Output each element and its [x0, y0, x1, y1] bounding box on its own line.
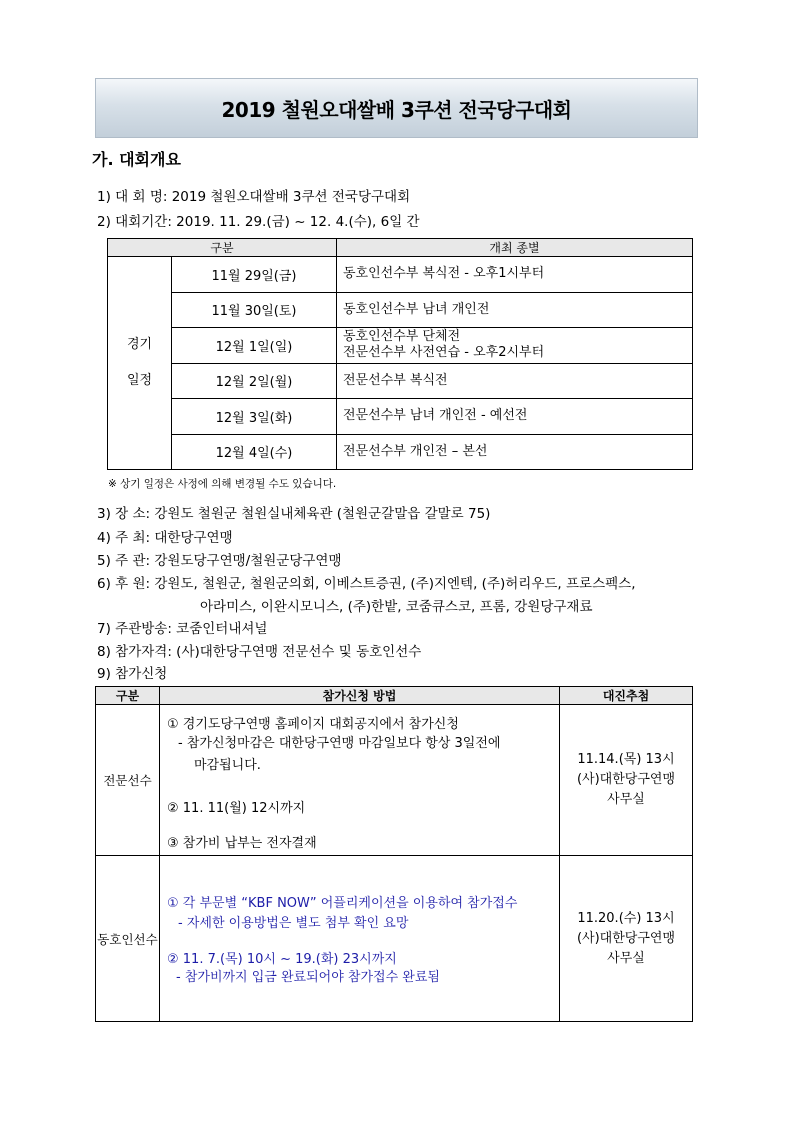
reg-header-method: 참가신청 방법: [160, 687, 560, 705]
item-eligibility: 8) 참가자격: (사)대한당구연맹 전문선수 및 동호인선수: [97, 644, 422, 660]
schedule-category: 경기 일정: [108, 257, 172, 470]
item-host: 4) 주 최: 대한당구연맹: [97, 530, 233, 546]
item-registration: 9) 참가신청: [97, 666, 168, 682]
reg-draw-amateur: 11.20.(수) 13시 (사)대한당구연맹 사무실: [560, 856, 693, 1022]
reg-category-amateur: 동호인선수: [96, 856, 160, 1022]
item-broadcast: 7) 주관방송: 코줌인터내셔널: [97, 621, 268, 637]
item-sponsors-cont: 아라미스, 이완시모니스, (주)한밭, 코줌큐스코, 프롬, 강원당구재료: [200, 599, 593, 615]
reg-header-draw: 대진추첨: [560, 687, 693, 705]
reg-category-pro: 전문선수: [96, 705, 160, 856]
schedule-date: 12월 3일(화): [172, 399, 337, 435]
section-heading: 가. 대회개요: [92, 150, 181, 169]
schedule-table: [107, 238, 693, 470]
page-title: 2019 철원오대쌀배 3쿠션 전국당구대회: [221, 97, 572, 122]
schedule-date: 11월 30일(토): [172, 292, 337, 328]
registration-table: [95, 686, 693, 1022]
title-banner: [95, 78, 698, 138]
schedule-date: 12월 1일(일): [172, 328, 337, 364]
schedule-event: 전문선수부 복식전: [337, 363, 693, 399]
item-event-name: 1) 대 회 명: 2019 철원오대쌀배 3쿠션 전국당구대회: [97, 189, 411, 205]
schedule-event: 전문선수부 개인전 – 본선: [337, 434, 693, 470]
schedule-event: 전문선수부 남녀 개인전 - 예선전: [337, 399, 693, 435]
schedule-date: 11월 29일(금): [172, 257, 337, 293]
reg-draw-pro: 11.14.(목) 13시 (사)대한당구연맹 사무실: [560, 705, 693, 856]
schedule-header-event: 개최 종별: [337, 239, 693, 257]
reg-method-pro: ① 경기도당구연맹 홈페이지 대회공지에서 참가신청 - 참가신청마감은 대한당구연맹 마감일보다 항상 3일전에 마감됩니다. ② 11. 11(월) 12시까지 ③ 참가비 납부는 전자결재: [160, 705, 560, 856]
item-organizer: 5) 주 관: 강원도당구연맹/철원군당구연맹: [97, 553, 342, 569]
reg-header-category: 구분: [96, 687, 160, 705]
item-event-period: 2) 대회기간: 2019. 11. 29.(금) ~ 12. 4.(수), 6일 간: [97, 214, 420, 230]
reg-method-amateur: ① 각 부문별 “KBF NOW” 어플리케이션을 이용하여 참가접수 - 자세한 이용방법은 별도 첨부 확인 요망 ② 11. 7.(목) 10시 ~ 19.(화) 23시까지 - 참가비까지 입금 완료되어야 참가접수 완료됨: [160, 856, 560, 1022]
schedule-date: 12월 2일(월): [172, 363, 337, 399]
schedule-event: 동호인선수부 남녀 개인전: [337, 292, 693, 328]
schedule-header-category: 구분: [108, 239, 337, 257]
item-sponsors: 6) 후 원: 강원도, 철원군, 철원군의회, 이베스트증권, (주)지엔텍, (주)허리우드, 프로스펙스,: [97, 576, 636, 592]
schedule-date: 12월 4일(수): [172, 434, 337, 470]
schedule-event: 동호인선수부 단체전 전문선수부 사전연습 - 오후2시부터: [337, 328, 693, 364]
schedule-note: ※ 상기 일정은 사정에 의해 변경될 수도 있습니다.: [108, 478, 337, 490]
schedule-event: 동호인선수부 복식전 - 오후1시부터: [337, 257, 693, 293]
item-venue: 3) 장 소: 강원도 철원군 철원실내체육관 (철원군갈말읍 갈말로 75): [97, 506, 491, 522]
